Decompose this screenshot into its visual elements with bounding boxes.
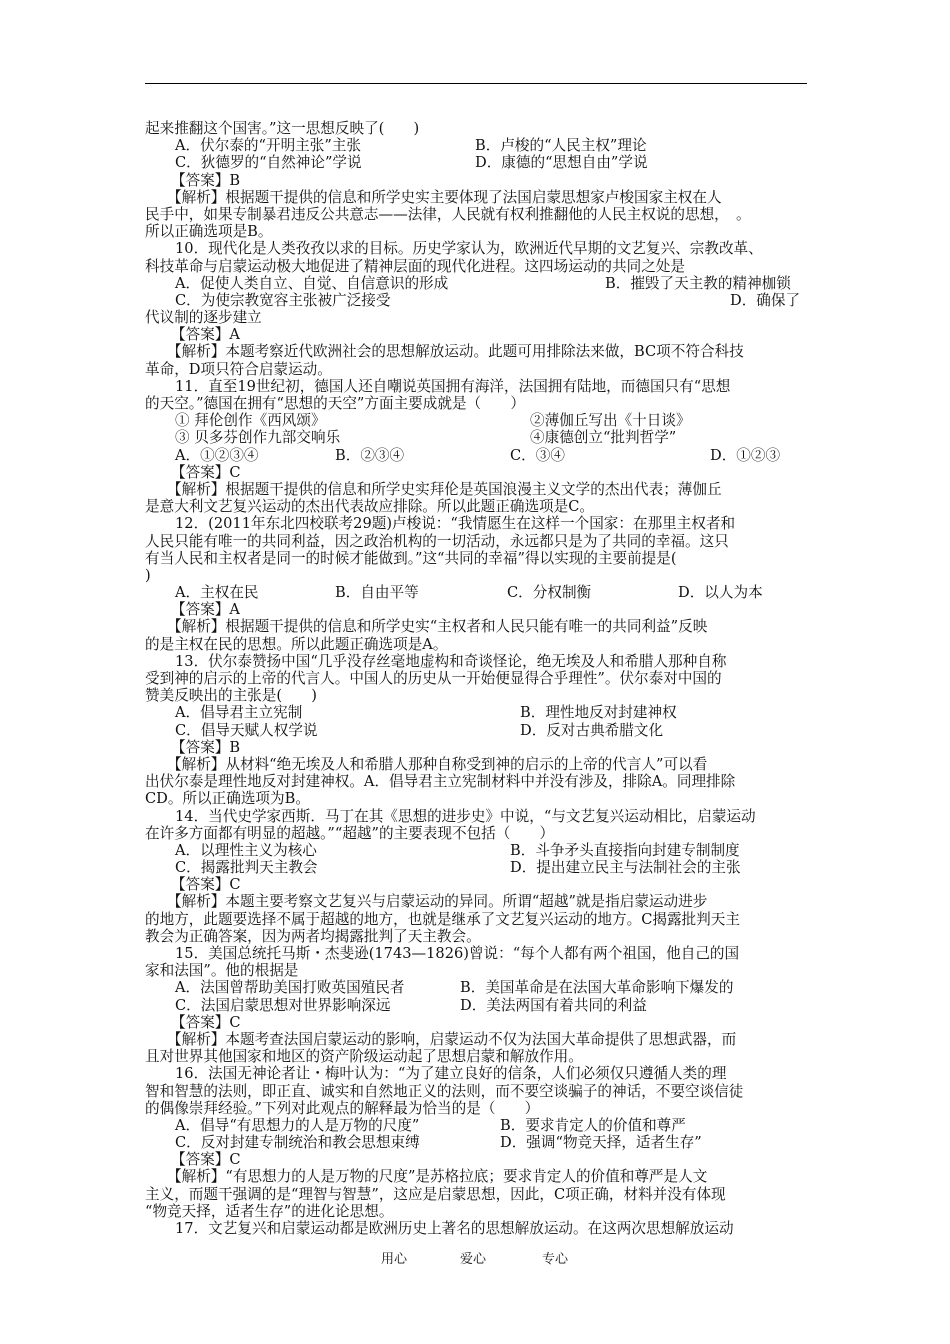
text-segment: 【答案】B: [171, 171, 241, 189]
text-line: [145, 911, 810, 928]
text-segment: A．主权在民: [175, 584, 259, 602]
text-line: [145, 1100, 810, 1117]
text-segment: A．法国曾帮助美国打败英国殖民者: [175, 979, 405, 997]
text-segment: A．以理性主义为核心: [175, 841, 317, 859]
text-segment: 有当人民和主权者是同一的时候才能做到。”这“共同的幸福”得以实现的主要前提是(: [145, 549, 677, 567]
text-segment: 【答案】C: [171, 463, 241, 481]
text-line: [145, 842, 810, 859]
text-column: D．美法两国有着共同的利益: [460, 996, 647, 1014]
text-segment: 【答案】C: [171, 1013, 241, 1031]
text-line: [145, 395, 810, 412]
text-line: [145, 893, 810, 910]
text-line: [145, 1186, 810, 1203]
text-line: [145, 808, 810, 825]
text-line: [145, 739, 810, 756]
text-line: [145, 1031, 810, 1048]
text-line: [145, 1151, 810, 1168]
text-segment: 科技革命与启蒙运动极大地促进了精神层面的现代化进程。这四场运动的共同之处是: [145, 257, 685, 275]
text-segment: 的天空。”德国在拥有“思想的天空”方面主要成就是（ ）: [145, 395, 525, 412]
text-column: ④康德创立“批判哲学”: [530, 429, 677, 447]
text-line: [145, 653, 810, 670]
text-line: [145, 447, 810, 464]
text-line: [145, 206, 810, 223]
text-segment: 出伏尔泰是理性地反对封建神权。A．倡导君主立宪制材料中并没有涉及，排除A。同理排除: [145, 773, 736, 791]
footer-text-3: 专心: [542, 1252, 569, 1267]
text-line: [145, 120, 810, 137]
text-line: [145, 550, 810, 567]
text-segment: 赞美反映出的主张是( ): [145, 687, 317, 705]
text-segment: 13．伏尔泰赞扬中国“几乎没存丝毫地虚构和奇谈怪论，绝无埃及人和希腊人那种自称: [175, 652, 727, 670]
text-segment: C．为使宗教宽容主张被广泛接受: [175, 291, 391, 309]
text-column: B．自由平等: [335, 584, 419, 602]
text-segment: A．促使人类自立、自觉、自信意识的形成: [175, 274, 449, 292]
text-line: [145, 481, 810, 498]
text-segment: ③ 贝多芬创作九部交响乐: [175, 429, 341, 447]
text-line: [145, 137, 810, 154]
text-line: [145, 704, 810, 721]
text-line: [145, 567, 810, 584]
text-column: B．摧毁了天主教的精神枷锁: [605, 274, 791, 292]
text-line: [145, 859, 810, 876]
text-column: B．②③④: [335, 446, 405, 464]
text-line: [145, 172, 810, 189]
text-line: [145, 412, 810, 429]
text-line: [145, 240, 810, 257]
text-line: [145, 223, 810, 240]
text-column: B．斗争矛头直接指向封建专制制度: [510, 841, 740, 859]
text-segment: ): [145, 566, 151, 584]
text-segment: 【答案】B: [171, 738, 241, 756]
text-line: [145, 498, 810, 515]
text-segment: A．伏尔泰的“开明主张”主张: [175, 137, 361, 155]
document-body: [145, 120, 810, 1237]
text-segment: A．倡导“有思想力的人是万物的尺度”: [175, 1116, 420, 1134]
text-line: [145, 361, 810, 378]
text-line: [145, 722, 810, 739]
text-segment: 教会为正确答案，因为两者均揭露批判了天主教会。: [145, 927, 481, 945]
text-line: [145, 979, 810, 996]
text-line: [145, 687, 810, 704]
text-line: [145, 1203, 810, 1220]
text-segment: CD。所以正确选项为B。: [145, 790, 310, 808]
text-line: [145, 636, 810, 653]
text-line: [145, 670, 810, 687]
footer-text-1: 用心: [381, 1252, 408, 1267]
text-segment: C．狄德罗的“自然神论”学说: [175, 154, 362, 172]
text-segment: 代议制的逐步建立: [145, 309, 262, 327]
text-segment: 在许多方面都有明显的超越。”“超越”的主要表现不包括（ ）: [145, 824, 555, 842]
text-line: [145, 154, 810, 171]
text-segment: 【答案】C: [171, 1151, 241, 1169]
text-line: [145, 945, 810, 962]
text-column: D．①②③: [710, 446, 781, 464]
text-segment: 14．当代史学家西斯．马丁在其《思想的进步史》中说，“与文艺复兴运动相比，启蒙运动: [175, 807, 756, 825]
text-segment: 【解析】“有思想力的人是万物的尺度”是苏格拉底；要求肯定人的价值和尊严是人文: [167, 1168, 708, 1186]
text-segment: C．法国启蒙思想对世界影响深远: [175, 996, 391, 1014]
text-column: D．反对古典希腊文化: [520, 721, 664, 739]
text-segment: 所以正确选项是B。: [145, 223, 273, 241]
text-segment: 【解析】本题考察近代欧洲社会的思想解放运动。此题可用排除法来做，BC项不符合科技: [167, 343, 744, 361]
text-line: [145, 275, 810, 292]
text-segment: 【解析】根据题干提供的信息和所学史实主要体现了法国启蒙思想家卢梭国家主权在人: [167, 188, 722, 206]
text-segment: 民手中，如果专制暴君违反公共意志——法律，人民就有权利推翻他的人民主权说的思想， 。: [145, 205, 751, 223]
text-column: ②薄伽丘写出《十日谈》: [530, 412, 691, 430]
text-segment: 的地方，此题要选择不属于超越的地方，也就是继承了文艺复兴运动的地方。C揭露批判天主: [145, 910, 740, 928]
text-column: D．以人为本: [678, 584, 763, 602]
text-segment: 人民只能有唯一的共同利益，因之政治机构的一切活动，永远都只是为了共同的幸福。这只: [145, 532, 729, 550]
text-column: C．③④: [510, 446, 565, 464]
text-segment: 15．美国总统托马斯・杰斐逊(1743—1826)曾说：“每个人都有两个祖国，他自己的国: [175, 945, 740, 962]
text-segment: 【解析】本题考查法国启蒙运动的影响，启蒙运动不仅为法国大革命提供了思想武器，而: [167, 1030, 737, 1048]
text-segment: C．揭露批判天主教会: [175, 859, 318, 877]
text-line: [145, 1065, 810, 1082]
text-segment: 【解析】根据题干提供的信息和所学史实“主权者和人民只能有唯一的共同利益”反映: [167, 618, 708, 636]
text-segment: 革命，D项只符合启蒙运动。: [145, 360, 332, 378]
text-column: B．美国革命是在法国大革命影响下爆发的: [460, 979, 734, 997]
text-line: [145, 1014, 810, 1031]
text-line: [145, 1117, 810, 1134]
text-segment: 的偶像崇拜经验。”下列对此观点的解释最为恰当的是（ ）: [145, 1099, 540, 1117]
text-segment: 【解析】从材料“绝无埃及人和希腊人那种自称受到神的启示的上帝的代言人”可以看: [167, 755, 708, 773]
text-line: [145, 1048, 810, 1065]
text-column: D．强调“物竞天择，适者生存”: [500, 1134, 702, 1152]
text-line: [145, 1083, 810, 1100]
text-segment: 主义，而题干强调的是“理智与智慧”，这应是启蒙思想，因此，C项正确，材料并没有体现: [145, 1185, 726, 1203]
text-column: B．卢梭的“人民主权”理论: [475, 137, 647, 155]
text-line: [145, 601, 810, 618]
text-line: [145, 464, 810, 481]
text-line: [145, 773, 810, 790]
text-segment: 【答案】A: [171, 601, 240, 619]
text-segment: 12．(2011年东北四校联考29题)卢梭说：“我情愿生在这样一个国家：在那里主权者和: [175, 515, 736, 533]
text-line: [145, 618, 810, 635]
text-column: B．要求肯定人的价值和尊严: [500, 1116, 686, 1134]
text-segment: 10．现代化是人类孜孜以求的目标。历史学家认为，欧洲近代早期的文艺复兴、宗教改革、: [175, 240, 763, 258]
text-line: [145, 343, 810, 360]
text-line: [145, 756, 810, 773]
text-segment: 【解析】根据题干提供的信息和所学史实拜伦是英国浪漫主义文学的杰出代表；薄伽丘: [167, 480, 722, 498]
text-segment: A．倡导君主立宪制: [175, 704, 303, 722]
text-line: [145, 1168, 810, 1185]
text-line: [145, 876, 810, 893]
text-column: D．提出建立民主与法制社会的主张: [510, 859, 741, 877]
text-segment: 家和法国”。他的根据是: [145, 962, 299, 980]
text-line: [145, 378, 810, 395]
text-segment: 11．直至19世纪初，德国人还自嘲说英国拥有海洋，法国拥有陆地，而德国只有“思想: [175, 377, 731, 395]
text-segment: 的是主权在民的思想。所以此题正确选项是A。: [145, 635, 448, 653]
text-line: [145, 790, 810, 807]
footer-text-2: 爱心: [460, 1252, 487, 1267]
text-column: D．确保了: [730, 291, 801, 309]
text-line: [145, 928, 810, 945]
text-line: [145, 1220, 810, 1237]
text-column: B．理性地反对封建神权: [520, 704, 677, 722]
text-segment: 【答案】C: [171, 876, 241, 894]
text-column: D．康德的“思想自由”学说: [475, 154, 648, 172]
text-segment: 受到神的启示的上帝的代言人。中国人的历史从一开始便显得合乎理性”。伏尔泰对中国的: [145, 670, 722, 687]
text-line: [145, 825, 810, 842]
text-segment: ① 拜伦创作《西风颂》: [175, 412, 326, 430]
text-segment: 智和智慧的法则，即正直、诚实和自然地正义的法则，而不要空谈骗子的神话，不要空谈信徒: [145, 1082, 744, 1100]
text-line: [145, 309, 810, 326]
text-segment: A．①②③④: [175, 446, 259, 464]
text-line: [145, 189, 810, 206]
text-line: [145, 258, 810, 275]
text-line: [145, 429, 810, 446]
text-line: [145, 533, 810, 550]
text-segment: 且对世界其他国家和地区的资产阶级运动起了思想启蒙和解放作用。: [145, 1048, 583, 1066]
text-line: [145, 1134, 810, 1151]
text-line: [145, 997, 810, 1014]
text-segment: 【答案】A: [171, 326, 240, 344]
text-line: [145, 326, 810, 343]
text-line: [145, 292, 810, 309]
text-segment: 【解析】本题主要考察文艺复兴与启蒙运动的异同。所谓“超越”就是指启蒙运动进步: [167, 893, 708, 911]
header-rule: [145, 83, 807, 84]
text-segment: 是意大利文艺复兴运动的杰出代表故应排除。所以此题正确选项是C。: [145, 498, 594, 516]
text-segment: 起来推翻这个国害。”这一思想反映了( ): [145, 120, 420, 137]
text-segment: C．反对封建专制统治和教会思想束缚: [175, 1134, 420, 1152]
text-segment: C．倡导天赋人权学说: [175, 721, 318, 739]
text-line: [145, 962, 810, 979]
text-line: [145, 584, 810, 601]
text-line: [145, 515, 810, 532]
text-segment: 16．法国无神论者让・梅叶认为：“为了建立良好的信条，人们必须仅只遵循人类的理: [175, 1065, 727, 1083]
text-segment: 17．文艺复兴和启蒙运动都是欧洲历史上著名的思想解放运动。在这两次思想解放运动: [175, 1220, 734, 1237]
text-column: C．分权制衡: [507, 584, 592, 602]
text-segment: “物竞天择，适者生存”的进化论思想。: [145, 1202, 394, 1220]
